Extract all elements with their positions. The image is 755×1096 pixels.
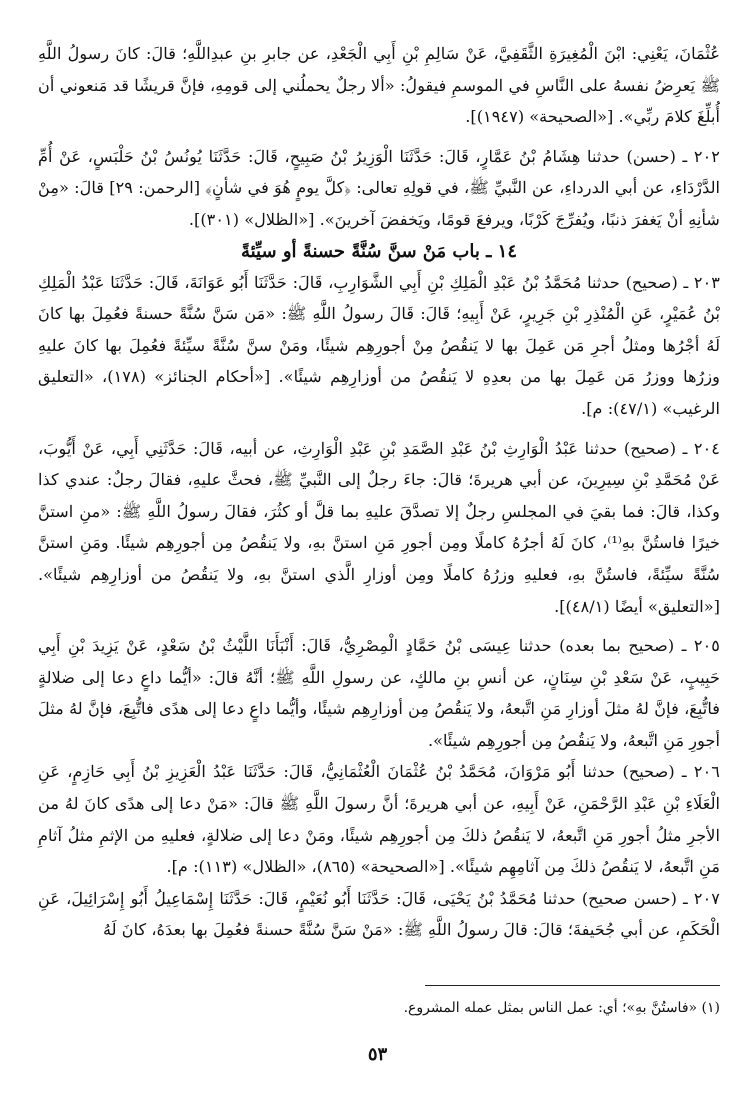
page-body <box>38 38 720 1048</box>
hadith-204: ٢٠٤ ـ (صحيح) حدثنا عَبْدُ الْوَارِثِ بْنُ عَبْدِ الصَّمَدِ بْنِ عَبْدِ الْوَارِثِ، عن أبيه، قَالَ: حَدَّثَنِي أَبِي، عَنْ أَيُّوبَ، عَنْ مُحَمَّدِ بْنِ سِيرِينَ، عن أبي هريرةَ؛ قالَ: جاءَ رجلٌ إلى النَّبيِّ ﷺ، فحثَّ عليهِ، فقالَ رجلٌ: عندي كذا وكذا، قالَ: فما بقيَ في المجلسِ رجلٌ إلا تصدَّقَ عليهِ بما قلَّ أو كثُرَ، فقالَ رسولُ اللَّهِ ﷺ: «منِ استنَّ خيرًا فاستُنَّ بهِ⁽¹⁾، كانَ لَهُ أجرُهُ كاملًا ومِن أجورِ مَنِ استنَّ بهِ، ولا يَنقُصُ مِن أجورِهِم شيئًا. ومَنِ استنَّ سُنَّةً سيِّئةً، فاستُنَّ بهِ، فعليهِ وزرُهُ كاملًا ومِن أوزارِ الَّذي استنَّ بهِ، ولا يَنقُصُ من أوزارِهِم شيئًا». [«التعليق» أيضًا (٤٨/١)]. <box>38 438 720 616</box>
footnote-divider <box>425 985 720 986</box>
page-number: ٥٣ <box>367 1044 388 1065</box>
chapter-heading: ١٤ ـ باب مَنْ سنَّ سُنَّةً حسنةً أو سيِّئةً <box>240 240 518 262</box>
hadith-202: ٢٠٢ ـ (حسن) حدثنا هِشَامُ بْنُ عَمَّارٍ، قَالَ: حَدَّثَنَا الْوَزِيرُ بْنُ صَبِيحٍ، قَالَ: حَدَّثَنَا يُونُسُ بْنُ حَلْبَسٍ، عَنْ أُمِّ الدَّرْدَاءِ، عن أبي الدرداءِ، عن النَّبيِّ ﷺ، في قولِهِ تعالى: ﴿كلَّ يومٍ هُوَ في شأنٍ﴾ [الرحمن: ٢٩] قالَ: «مِنْ شأنِهِ أنْ يَغفرَ ذنبًا، ويُفرِّجَ كَرْبًا، ويرفعَ قومًا، ويَخفضَ آخرينَ». [«الظلال» (٣٠١)]. <box>38 146 720 229</box>
hadith-203: ٢٠٣ ـ (صحيح) حدثنا مُحَمَّدُ بْنُ عَبْدِ الْمَلِكِ بْنِ أَبِي الشَّوَارِبِ، قَالَ: حَدَّثَنَا أَبُو عَوَانَةَ، قَالَ: حَدَّثَنَا عَبْدُ الْمَلِكِ بْنُ عُمَيْرٍ، عَنِ الْمُنْذِرِ بْنِ جَرِيرٍ، عَنْ أَبِيهِ؛ قَالَ: قَالَ رسولُ اللَّهِ ﷺ: «مَن سَنَّ سُنَّةً حسنةً فعُمِلَ بها كانَ لَهُ أجْرُها ومثلُ أجرِ مَن عَمِلَ بها لا يَنقُصُ مِنْ أجورِهِم شيئًا، ومَنْ سنَّ سُنَّةً سيِّئةً فعُمِلَ بها كانَ عليهِ وزرُها ووزرُ مَن عَمِلَ بها من بعدِهِ لا يَنقُصُ من أوزارِهِم شيئًا». [«أحكام الجنائز» (١٧٨)، «التعليق الرغيب» (٤٧/١): م]. <box>38 272 720 418</box>
hadith-205: ٢٠٥ ـ (صحيح بما بعده) حدثنا عِيسَى بْنُ حَمَّادٍ الْمِصْرِيُّ، قَالَ: أَنْبَأَنَا اللَّيْثُ بْنُ سَعْدٍ، عَنْ يَزِيدَ بْنِ أَبِي حَبِيبٍ، عَنْ سَعْدِ بْنِ سِنَانٍ، عن أنسِ بنِ مالكٍ، عن رسولِ اللَّهِ ﷺ؛ أنَّهُ قالَ: «أيُّما داعٍ دعا إلى ضلالةٍ فاتُّبِعَ، فإنَّ لهُ مثلَ أوزارِ مَنِ اتَّبعهُ، ولا يَنقُصُ مِن أوزارِهِم شيئًا، وأيُّما داعٍ دعا إلى هدًى فاتُّبِعَ، فإنَّ لهُ مثلَ أجورِ مَنِ اتَّبعهُ، ولا يَنقُصُ مِن أجورِهِم شيئًا». <box>38 636 720 750</box>
paragraph-continuation: عُثْمَانَ، يَعْنِي: ابْنَ الْمُغِيرَةِ الثَّقَفِيَّ، عَنْ سَالِمِ بْنِ أَبِي الْجَعْدِ، عن جابرِ بنِ عبدِاللَّهِ؛ قالَ: كانَ رسولُ اللَّهِ ﷺ يَعرِضُ نفسهُ على النَّاسِ في الموسمِ فيقولُ: «ألا رجلٌ يحملُني إلى قومِهِ، فإنَّ قريشًا قد مَنعوني أن أُبلِّغَ كلامَ ربِّي». [«الصحيحة» (١٩٤٧)]. <box>38 44 720 127</box>
hadith-206: ٢٠٦ ـ (صحيح) حدثنا أَبُو مَرْوَانَ، مُحَمَّدُ بْنُ عُثْمَانَ الْعُثْمَانِيُّ، قَالَ: حَدَّثَنَا عَبْدُ الْعَزِيزِ بْنُ أَبِي حَازِمٍ، عَنِ الْعَلَاءِ بْنِ عَبْدِ الرَّحْمَنِ، عَنْ أَبِيهِ، عن أبي هريرةَ؛ أنَّ رسولَ اللَّهِ ﷺ قالَ: «مَنْ دعا إلى هدًى كانَ لهُ من الأجرِ مثلُ أجورِ مَنِ اتَّبعهُ، لا يَنقُصُ ذلكَ مِن أجورِهِم شيئًا، ومَنْ دعا إلى ضلالةٍ، فعليهِ من الإثمِ مثلُ آثامِ مَنِ اتَّبعهُ، لا يَنقُصُ ذلكَ مِن آثامِهِم شيئًا». [«الصحيحة» (٨٦٥)، «الظلال» (١١٣): م]. <box>38 762 720 877</box>
hadith-207: ٢٠٧ ـ (حسن صحيح) حدثنا مُحَمَّدُ بْنُ يَحْيَى، قَالَ: حَدَّثَنَا أَبُو نُعَيْمٍ، قَالَ: حَدَّثَنَا إِسْمَاعِيلُ أَبُو إِسْرَائِيلَ، عَنِ الْحَكَمِ، عن أبي جُحَيفةَ؛ قالَ: قالَ رسولُ اللَّهِ ﷺ: «مَنْ سَنَّ سُنَّةً حسنةً فعُمِلَ بها بعدَهُ، كانَ لَهُ <box>38 888 720 940</box>
footnote: (١) «فاستُنَّ بهِ»؛ أي: عمل الناس بمثل عمله المشروع. <box>403 1000 720 1016</box>
